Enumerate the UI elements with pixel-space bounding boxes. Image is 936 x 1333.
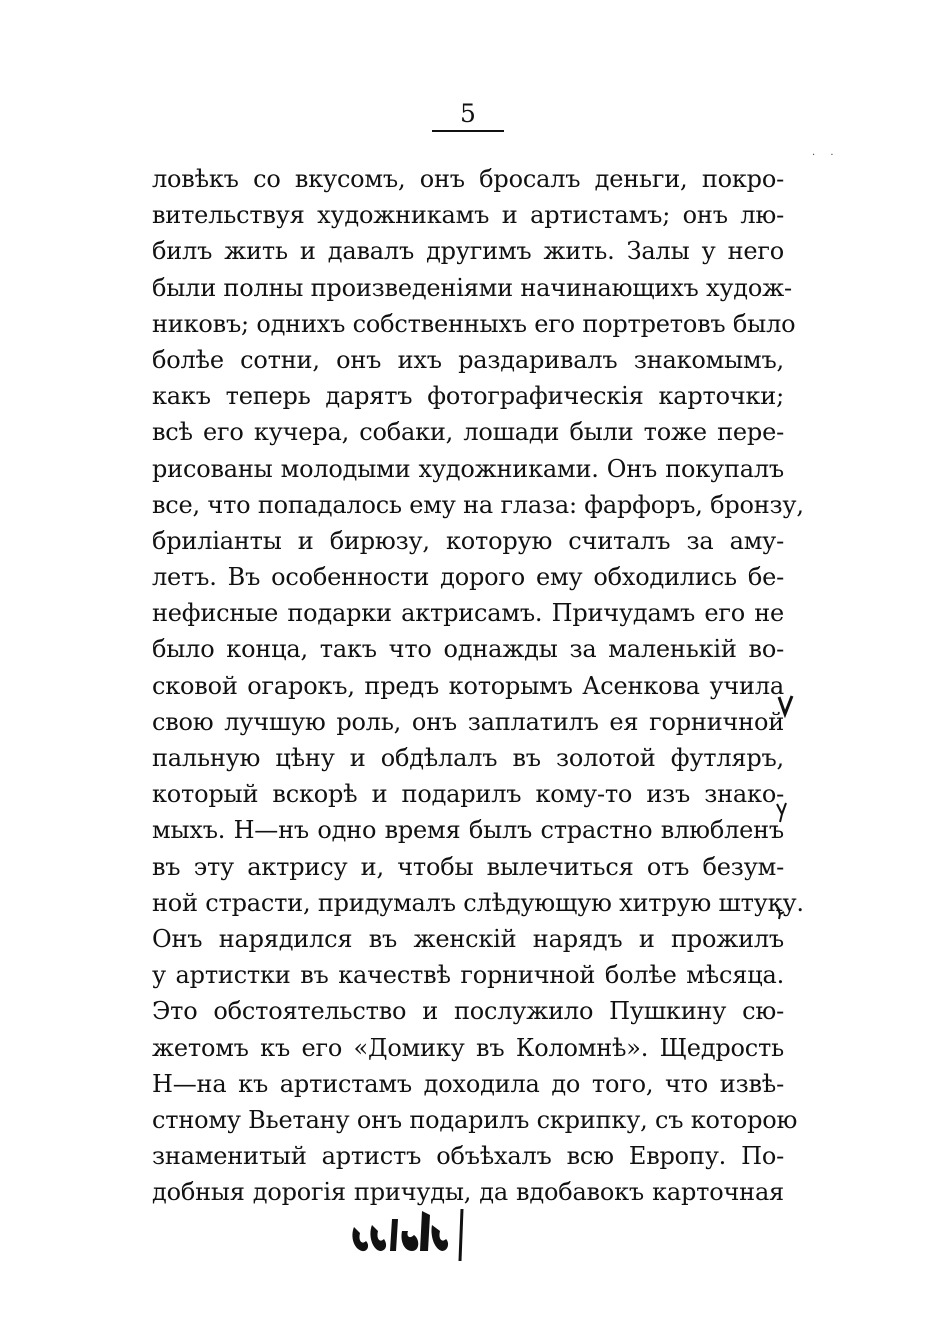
text-line: летъ. Въ особенности дорого ему обходились бе-	[152, 563, 784, 592]
margin-pencil-mark-icon	[772, 900, 788, 922]
margin-pencil-mark-icon	[774, 800, 790, 824]
text-line: пальную цѣну и обдѣлалъ въ золотой футляръ,	[152, 744, 784, 772]
text-line: знаменитый артистъ объѣхалъ всю Европу. По-	[152, 1142, 784, 1171]
margin-pencil-mark-icon	[776, 694, 796, 718]
text-line: были полны произведеніями начинающихъ худож-	[152, 273, 792, 302]
page-number: 5	[460, 99, 476, 128]
text-line: Это обстоятельство и послужило Пушкину сю-	[152, 997, 784, 1026]
text-line: все, что попадалось ему на глаза: фарфоръ, бронзу,	[152, 490, 804, 519]
library-stamp-icon	[348, 1205, 478, 1265]
text-line: ной страсти, придумалъ слѣдующую хитрую штуку.	[152, 888, 804, 917]
text-line: ловѣкъ со вкусомъ, онъ бросалъ деньги, покро-	[152, 165, 784, 193]
text-line: сковой огарокъ, предъ которымъ Асенкова учила	[152, 671, 784, 700]
margin-specks: · ·	[812, 150, 840, 161]
text-line: никовъ; однихъ собственныхъ его портретовъ было	[152, 309, 796, 338]
text-line: который вскорѣ и подарилъ кому-то изъ знако-	[152, 780, 784, 809]
text-line: какъ теперь дарятъ фотографическія карточки;	[152, 382, 784, 411]
text-line: было конца, такъ что однажды за маленькій во-	[152, 635, 784, 664]
body-text	[152, 161, 804, 1210]
text-line: всѣ его кучера, собаки, лошади были тоже пере-	[152, 418, 784, 447]
page-number-rule	[432, 130, 504, 132]
text-line: свою лучшую роль, онъ заплатилъ ея горничной	[152, 707, 784, 736]
text-line: болѣе сотни, онъ ихъ раздаривалъ знакомымъ,	[152, 345, 784, 374]
text-line: бриліанты и бирюзу, которую считалъ за аму-	[152, 526, 784, 555]
text-line: билъ жить и давалъ другимъ жить. Залы у него	[152, 237, 784, 266]
text-line: Н—на къ артистамъ доходила до того, что извѣ-	[152, 1069, 784, 1098]
text-line: рисованы молодыми художниками. Онъ покупалъ	[152, 454, 784, 483]
text-line: нефисные подарки актрисамъ. Причудамъ его не	[152, 599, 784, 628]
text-line: Онъ нарядился въ женскій нарядъ и прожилъ	[152, 924, 784, 953]
text-line: въ эту актрису и, чтобы вылечиться отъ безум-	[152, 852, 784, 881]
text-line: стному Вьетану онъ подарилъ скрипку, съ которою	[152, 1105, 798, 1134]
text-line: добныя дорогія причуды, да вдобавокъ карточная	[152, 1178, 784, 1207]
text-line: мыхъ. Н—нъ одно время былъ страстно влюбленъ	[152, 816, 784, 845]
text-line: жетомъ къ его «Домику въ Коломнѣ». Щедрость	[152, 1033, 784, 1062]
text-line: вительствуя художникамъ и артистамъ; онъ лю-	[152, 201, 784, 230]
text-line: у артистки въ качествѣ горничной болѣе мѣсяца.	[152, 961, 784, 990]
